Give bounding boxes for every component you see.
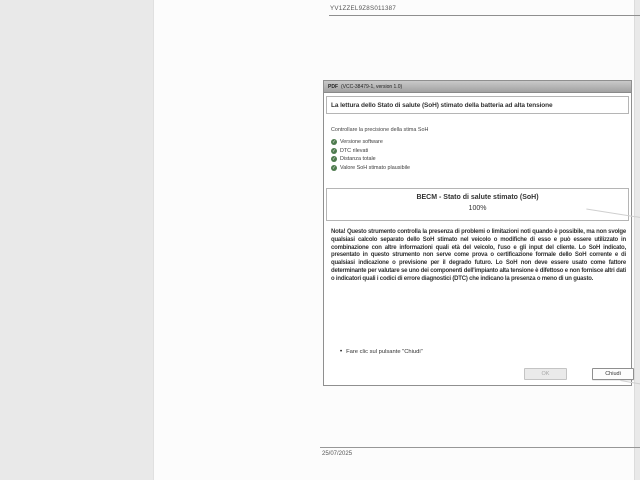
checklist-item bbox=[331, 148, 410, 154]
checklist-item-label: DTC rilevati bbox=[340, 147, 369, 154]
instruction-label: Fare clic sul pulsante "Chiudi" bbox=[346, 349, 423, 355]
soh-result-title: BECM - Stato di salute stimato (SoH) bbox=[416, 194, 539, 201]
checklist-item-label: Versione software bbox=[340, 139, 383, 145]
checklist-item bbox=[331, 165, 410, 171]
document-page bbox=[153, 0, 635, 480]
titlebar-doc-ref: (VCC-38479-1, version 1.0) bbox=[341, 83, 403, 90]
check-circle-icon: ✓ bbox=[332, 147, 336, 153]
instruction-row bbox=[340, 349, 423, 355]
checklist-item bbox=[331, 139, 410, 145]
precondition-label: Controllare la precisione della stima SoH bbox=[331, 127, 429, 133]
vin-text: YV1ZZEL9Z8S011387 bbox=[330, 5, 397, 12]
titlebar-app-label: PDF bbox=[328, 83, 338, 90]
dialog-title: La lettura dello Stato di salute (SoH) stimato della batteria ad alta tensione bbox=[326, 96, 629, 114]
footer-date: 25/07/2025 bbox=[322, 451, 353, 457]
check-circle-icon: ✓ bbox=[332, 164, 336, 170]
dialog-titlebar bbox=[324, 81, 631, 93]
close-button[interactable]: Chiudi bbox=[592, 368, 634, 380]
check-circle-icon: ✓ bbox=[332, 139, 336, 144]
soh-result-box bbox=[326, 188, 629, 221]
ok-button[interactable]: OK bbox=[524, 368, 567, 380]
checklist-item-label: Valore SoH stimato plausibile bbox=[340, 164, 411, 171]
check-circle-icon: ✓ bbox=[332, 156, 336, 162]
note-paragraph: Nota! Questo strumento controlla la presenza di problemi o limitazioni noti quando è possibile, ma non svolge qualsiasi calcolo separato dello SoH stimato nel veicolo o modifiche di esso e può essere utilizzato in combinazione con altre informazioni quali età del veicolo, l'uso e gli input del cliente. Lo SoH indicato, presentato in questo strumento non serve come prova o certificazione formale dello SoH corrente e di qualsiasi indicazione o previsione per il degrado futuro. Lo SoH non deve essere usato come fattore determinante per valutare se uno dei componenti dell'impianto alta tensione è difettoso e non fornisce altri dati o indicatori quali i codici di errore diagnostici (DTC) che indicano la presenza o meno di un guasto. bbox=[331, 229, 626, 282]
precondition-checklist bbox=[331, 139, 410, 171]
soh-dialog bbox=[323, 80, 632, 386]
footer-rule bbox=[320, 447, 640, 448]
checklist-item-label: Distanza totale bbox=[340, 156, 376, 163]
soh-result-value: 100% bbox=[468, 205, 487, 212]
checklist-item bbox=[331, 156, 410, 162]
bullet-icon: • bbox=[340, 349, 343, 355]
header-rule bbox=[329, 15, 640, 16]
